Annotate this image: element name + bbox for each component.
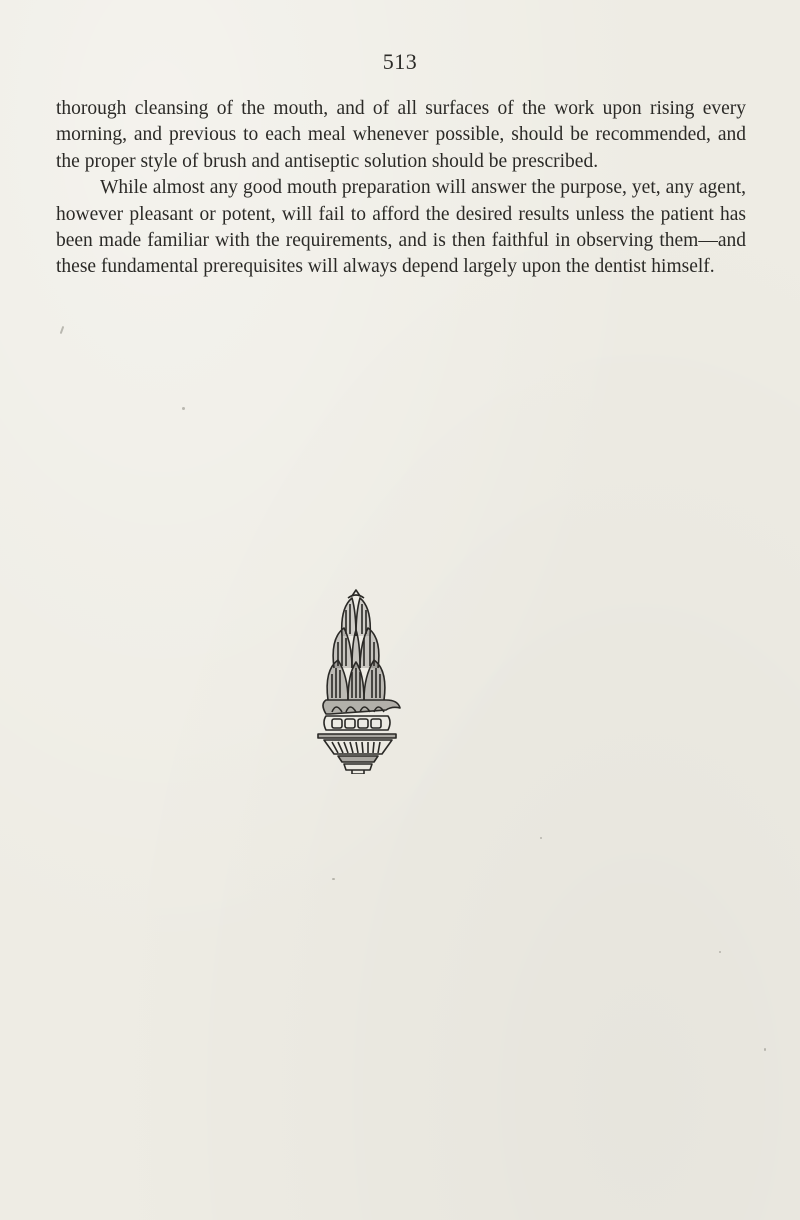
paper-speck <box>540 837 542 839</box>
paper-speck <box>332 878 335 880</box>
paper-speck <box>182 407 185 410</box>
acanthus-finial-icon <box>312 588 404 774</box>
paper-speck <box>719 951 721 953</box>
paper-speck <box>60 326 65 334</box>
page-number: 513 <box>382 49 418 74</box>
body-text <box>56 96 746 281</box>
paragraph-mouth-preparation: While almost any good mouth preparation will answer the purpose, yet, any agent, however pleasant or potent, will fail to afford the desired results unless the patient has been made familiar with the requirements, and is then faithful in observing them—and these fundamental prerequisites will always depend largely upon the dentist himself. <box>56 177 746 278</box>
paper-speck <box>764 1048 766 1051</box>
paragraph-continuation: thorough cleansing of the mouth, and of all surfaces of the work upon rising every morning, and previous to each meal whenever possible, should be recommended, and the proper style of brush and antiseptic solution should be prescribed. <box>56 98 746 172</box>
